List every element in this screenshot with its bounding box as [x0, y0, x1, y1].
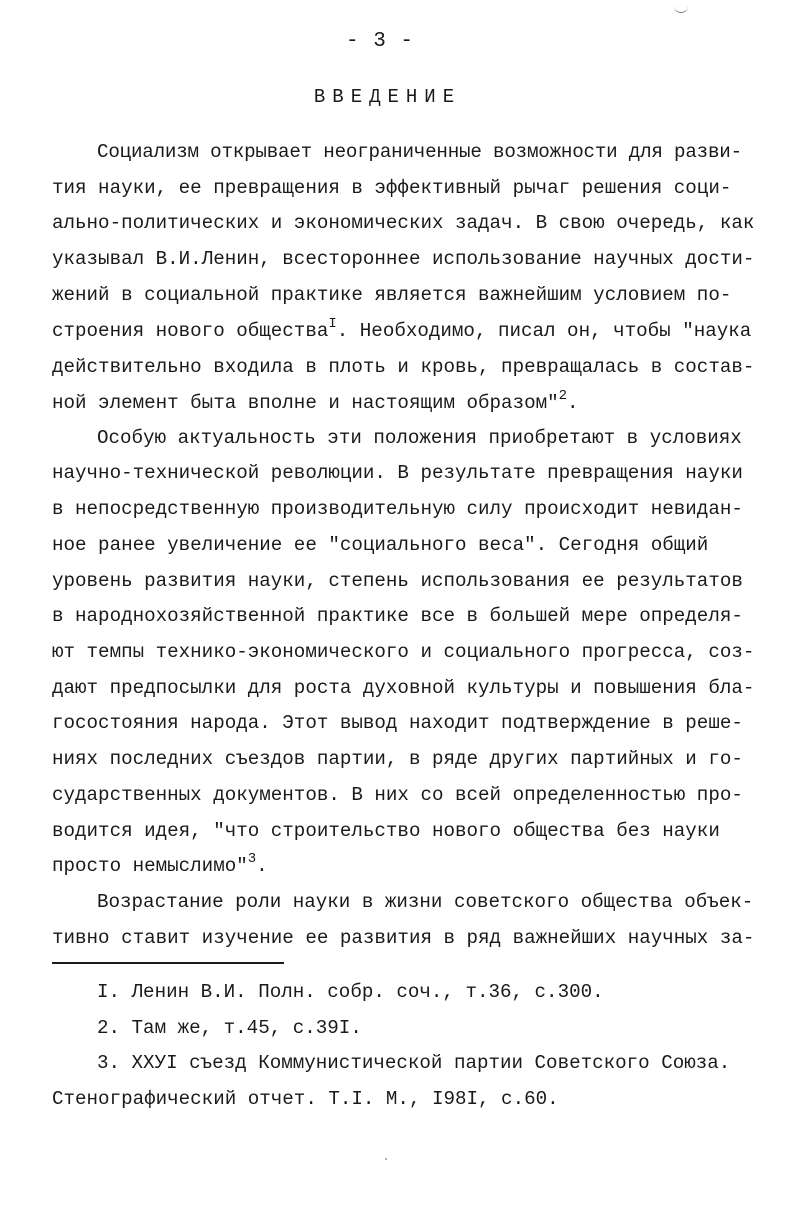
- speck: [385, 1158, 387, 1160]
- text-segment: .: [567, 392, 579, 414]
- text-line: сударственных документов. В них со всей определенностью про-: [52, 784, 743, 806]
- text-segment: .: [256, 855, 268, 877]
- footnote-continuation: Стенографический отчет. Т.I. М., I98I, с.60.: [52, 1088, 559, 1110]
- text-line: жений в социальной практике является важнейшим условием по-: [52, 284, 732, 306]
- text-line: тивно ставит изучение ее развития в ряд важнейших научных за-: [52, 927, 755, 949]
- text-line: Социализм открывает неограниченные возможности для разви-: [97, 141, 742, 163]
- pen-mark: [674, 6, 688, 13]
- text-segment: . Необходимо, писал он, чтобы "наука: [336, 320, 752, 342]
- footnote-ref: 3: [247, 851, 257, 867]
- text-line: ют темпы технико-экономического и социального прогресса, соз-: [52, 641, 755, 663]
- text-line: в непосредственную производительную силу происходит невидан-: [52, 498, 743, 520]
- text-line: ниях последних съездов партии, в ряде других партийных и го-: [52, 748, 743, 770]
- footnote-separator: [52, 962, 284, 964]
- text-line: научно-технической революции. В результате превращения науки: [52, 462, 743, 484]
- footnote-ref: I: [328, 316, 337, 332]
- text-line: дают предпосылки для роста духовной культуры и повышения бла-: [52, 677, 755, 699]
- footnote: I. Ленин В.И. Полн. собр. соч., т.36, с.300.: [97, 981, 604, 1003]
- text-line: водится идея, "что строительство нового общества без науки: [52, 820, 720, 842]
- footnote: 3. ХХУI съезд Коммунистической партии Советского Союза.: [97, 1052, 731, 1074]
- text-line: действительно входила в плоть и кровь, превращалась в состав-: [52, 356, 755, 378]
- text-line: тия науки, ее превращения в эффективный рычаг решения соци-: [52, 177, 732, 199]
- text-line: госостояния народа. Этот вывод находит подтверждение в реше-: [52, 712, 743, 734]
- text-line: уровень развития науки, степень использования ее результатов: [52, 570, 743, 592]
- text-line: ное ранее увеличение ее "социального веса". Сегодня общий: [52, 534, 709, 556]
- text-line: ально-политических и экономических задач. В свою очередь, как: [52, 212, 755, 234]
- page-number: - 3 -: [345, 30, 414, 53]
- text-line-with-footnote: [52, 851, 268, 877]
- text-segment: просто немыслимо": [52, 855, 248, 877]
- text-line-with-footnote: [52, 316, 752, 342]
- text-segment: строения нового общества: [52, 320, 329, 342]
- text-line: Особую актуальность эти положения приобретают в условиях: [97, 427, 742, 449]
- text-line: Возрастание роли науки в жизни советского общества объек-: [97, 891, 754, 913]
- section-heading: ВВЕДЕНИЕ: [313, 86, 462, 108]
- text-line: в народнохозяйственной практике все в большей мере определя-: [52, 605, 743, 627]
- text-line: указывал В.И.Ленин, всестороннее использование научных дости-: [52, 248, 755, 270]
- footnote: 2. Там же, т.45, с.39I.: [97, 1017, 362, 1039]
- footnote-ref: 2: [558, 388, 568, 404]
- text-segment: ной элемент быта вполне и настоящим образом": [52, 392, 559, 414]
- text-line-with-footnote: [52, 388, 579, 414]
